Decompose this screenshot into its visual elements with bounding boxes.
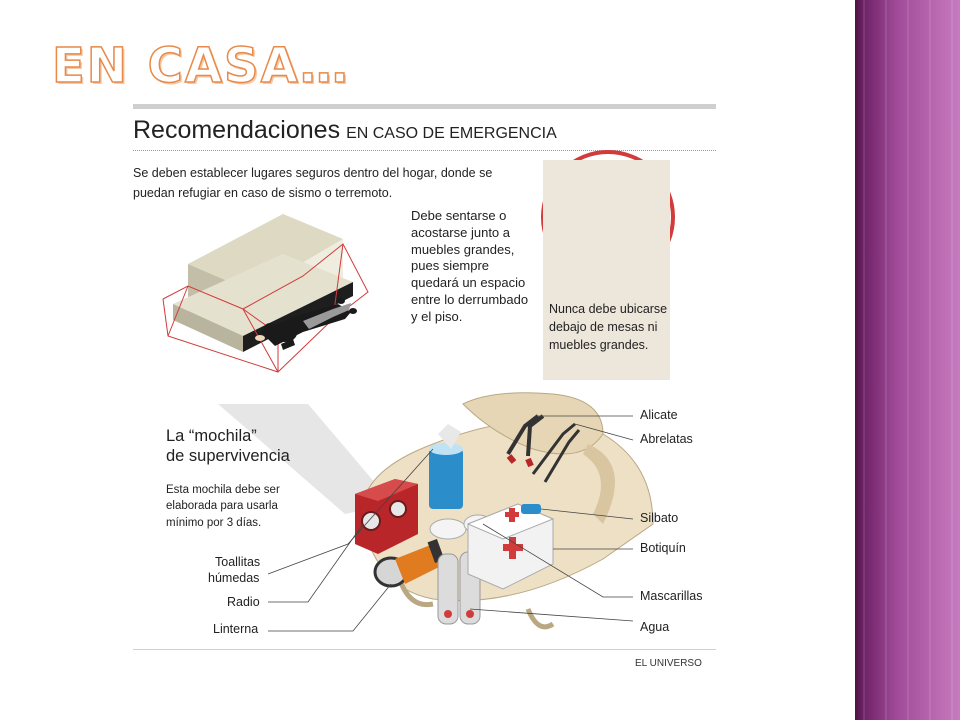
label-botiquin: Botiquín bbox=[640, 541, 686, 555]
label-silbato: Silbato bbox=[640, 511, 679, 525]
warning-text: Nunca debe ubicarse debajo de mesas ni muebles grandes. bbox=[549, 302, 668, 352]
backpack-title bbox=[166, 426, 290, 466]
slide-title: EN CASA… bbox=[52, 38, 350, 94]
source-credit: EL UNIVERSO bbox=[635, 658, 702, 669]
label-radio: Radio bbox=[227, 595, 260, 609]
label-mascarillas: Mascarillas bbox=[640, 589, 703, 603]
backpack-description: Esta mochila debe ser elaborada para usarla mínimo por 3 días. bbox=[166, 484, 280, 529]
backpack-title-line2: de supervivencia bbox=[166, 447, 290, 465]
heading-sub: EN CASO DE EMERGENCIA bbox=[346, 125, 557, 142]
label-agua: Agua bbox=[640, 620, 670, 634]
label-toallitas-line1: Toallitas bbox=[215, 555, 261, 569]
label-alicate: Alicate bbox=[640, 408, 678, 422]
label-abrelatas: Abrelatas bbox=[640, 432, 693, 446]
footer-divider bbox=[133, 649, 716, 650]
intro-text: Se deben establecer lugares seguros dentro del hogar, donde se puedan refugiar en caso de sismo o terremoto. bbox=[133, 166, 493, 200]
whistle-item bbox=[521, 504, 541, 514]
backpack-title-line1: La “mochila” bbox=[166, 427, 257, 445]
heading-main: Recomendaciones bbox=[133, 116, 341, 144]
sit-beside-furniture-text: Debe sentarse o acostarse junto a muebles grandes, pues siempre quedará un espacio entre lo derrumbado y el piso. bbox=[411, 208, 529, 324]
label-toallitas-line2: húmedas bbox=[208, 571, 260, 585]
label-linterna: Linterna bbox=[213, 622, 259, 636]
decorative-side-band bbox=[855, 0, 960, 720]
water-cup-item bbox=[429, 424, 463, 509]
emergency-infographic bbox=[133, 104, 716, 680]
